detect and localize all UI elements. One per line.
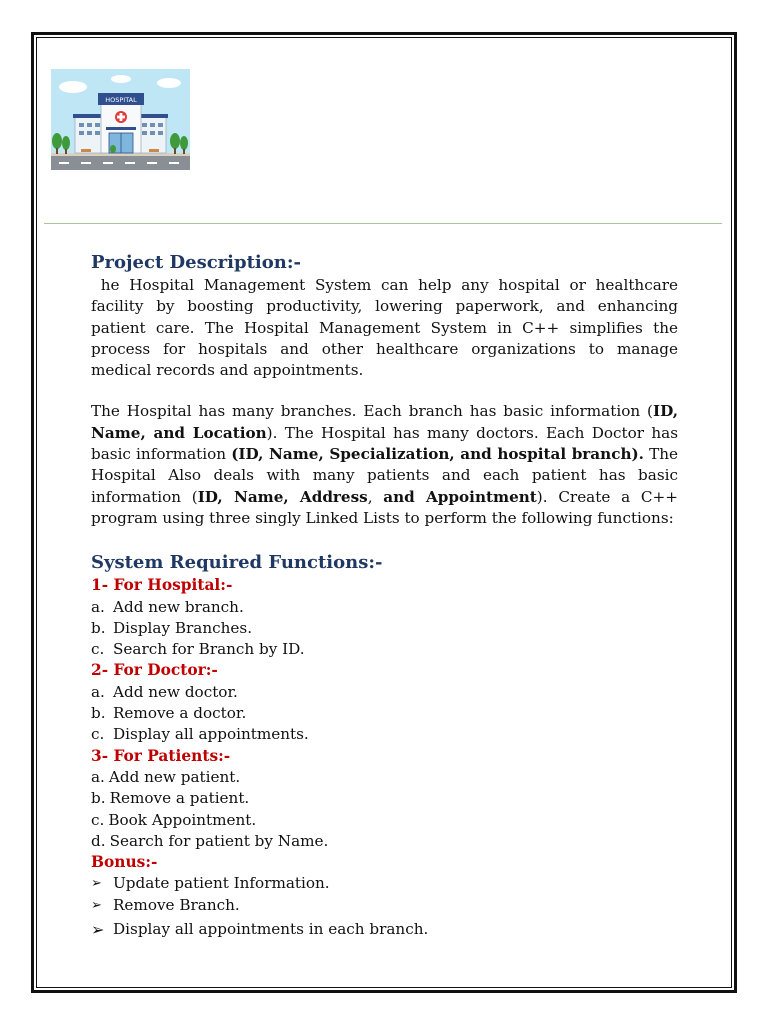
- list-item: b. Remove a patient.: [91, 789, 250, 808]
- hospital-sign-text: HOSPITAL: [105, 96, 137, 104]
- list-item: c. Book Appointment.: [91, 810, 257, 829]
- patients-section-title: 3- For Patients:-: [91, 746, 231, 765]
- list-item: a. Add new branch.: [91, 597, 244, 616]
- list-item: c. Search for Branch by ID.: [91, 640, 305, 659]
- doctor-section-title: 2- For Doctor:-: [91, 661, 218, 680]
- hospital-building-icon: [51, 69, 190, 170]
- list-item: ➢ Remove Branch.: [91, 895, 678, 916]
- arrow-bullet-icon: ➢: [91, 920, 105, 940]
- bonus-section-title: Bonus:-: [91, 853, 158, 872]
- header-divider: [44, 223, 722, 224]
- list-item: ➢ Update patient Information.: [91, 873, 678, 894]
- list-item: b. Remove a doctor.: [91, 704, 247, 723]
- list-item: a. Add new doctor.: [91, 682, 238, 701]
- required-functions-heading: System Required Functions:-: [91, 552, 383, 574]
- arrow-bullet-icon: ➢: [91, 897, 102, 913]
- project-description-paragraph: he Hospital Management System can help any hospital or healthcare facility by boosting productivity, lowering paperwork, and enhancing patient care. The Hospital Management System in C++ simplifies the process for hospitals and other healthcare organizations to manage medical records and appointments.: [91, 276, 683, 380]
- document-body: [91, 251, 683, 940]
- arrow-bullet-icon: ➢: [91, 876, 102, 892]
- project-description-heading: Project Description:-: [91, 252, 301, 273]
- list-item: ➢ Display all appointments in each branch.: [91, 920, 429, 940]
- list-item: d. Search for patient by Name.: [91, 831, 329, 850]
- hospital-section-title: 1- For Hospital:-: [91, 576, 233, 595]
- hospital-structure-paragraph: The Hospital has many branches. Each branch has basic information (ID, Name, and Location). The Hospital has many doctors. Each Doctor has basic information (ID, Name, Specialization, and hospital branch). The Hospital Also deals with many patients and each patient has basic information (ID, Name, Address, and Appointment). Create a C++ program using three singly Linked Lists to perform the following functions:: [91, 402, 678, 527]
- list-item: a. Add new patient.: [91, 767, 241, 786]
- list-item: c. Display all appointments.: [91, 725, 309, 744]
- list-item: b. Display Branches.: [91, 618, 253, 637]
